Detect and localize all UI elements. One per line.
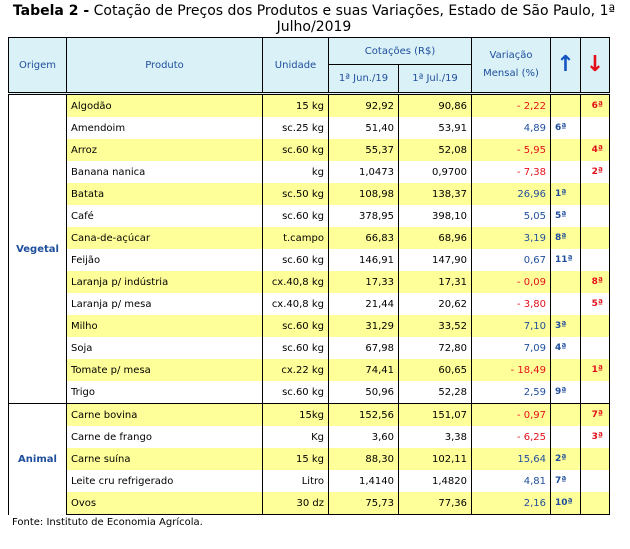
- cotacao-jul-cell: 77,36: [399, 492, 472, 515]
- rank-up-cell: 4ª: [551, 337, 581, 359]
- cotacao-jun-cell: 21,44: [329, 293, 399, 315]
- rank-up-cell: 1ª: [551, 183, 581, 205]
- header-variacao: [472, 38, 551, 94]
- rank-down-cell: [581, 227, 610, 249]
- unidade-cell: cx.40,8 kg: [263, 271, 329, 293]
- table-row: [9, 183, 610, 205]
- rank-down-cell: [581, 448, 610, 470]
- table-row: [9, 117, 610, 139]
- rank-down-cell: 5ª: [581, 293, 610, 315]
- cotacao-jul-cell: 52,28: [399, 381, 472, 404]
- rank-up-cell: 2ª: [551, 448, 581, 470]
- rank-down-cell: [581, 315, 610, 337]
- variacao-cell: 4,89: [472, 117, 551, 139]
- rank-down-cell: 1ª: [581, 359, 610, 381]
- cotacao-jul-cell: 1,4820: [399, 470, 472, 492]
- produto-cell: Carne bovina: [67, 404, 263, 427]
- rank-up-cell: [551, 271, 581, 293]
- produto-cell: Carne de frango: [67, 426, 263, 448]
- unidade-cell: sc.50 kg: [263, 183, 329, 205]
- rank-up-cell: 5ª: [551, 205, 581, 227]
- variacao-cell: 26,96: [472, 183, 551, 205]
- unidade-cell: sc.25 kg: [263, 117, 329, 139]
- source-footer: Fonte: Instituto de Economia Agrícola.: [12, 517, 203, 528]
- table-row: [9, 426, 610, 448]
- rank-down-cell: 7ª: [581, 404, 610, 427]
- rank-up-cell: 3ª: [551, 315, 581, 337]
- rank-down-cell: 3ª: [581, 426, 610, 448]
- cotacao-jun-cell: 1,4140: [329, 470, 399, 492]
- variacao-cell: - 3,80: [472, 293, 551, 315]
- rank-up-cell: [551, 404, 581, 427]
- vegetal-group: [9, 94, 610, 404]
- header-col-jul: 1ª Jul./19: [399, 65, 472, 94]
- header-arrow-down: [581, 38, 610, 94]
- produto-cell: Leite cru refrigerado: [67, 470, 263, 492]
- produto-cell: Feijão: [67, 249, 263, 271]
- table-row: [9, 94, 610, 118]
- produto-cell: Milho: [67, 315, 263, 337]
- produto-cell: Laranja p/ mesa: [67, 293, 263, 315]
- variacao-cell: - 18,49: [472, 359, 551, 381]
- rank-up-cell: [551, 161, 581, 183]
- cotacao-jun-cell: 17,33: [329, 271, 399, 293]
- cotacao-jul-cell: 398,10: [399, 205, 472, 227]
- variacao-cell: - 2,22: [472, 94, 551, 118]
- produto-cell: Carne suína: [67, 448, 263, 470]
- variacao-cell: - 7,38: [472, 161, 551, 183]
- rank-down-cell: 8ª: [581, 271, 610, 293]
- unidade-cell: sc.60 kg: [263, 337, 329, 359]
- cotacao-jul-cell: 90,86: [399, 94, 472, 118]
- variacao-cell: 0,67: [472, 249, 551, 271]
- unidade-cell: sc.60 kg: [263, 139, 329, 161]
- rank-up-cell: 7ª: [551, 470, 581, 492]
- produto-cell: Arroz: [67, 139, 263, 161]
- rank-up-cell: 9ª: [551, 381, 581, 404]
- table-row: [9, 293, 610, 315]
- cotacao-jun-cell: 3,60: [329, 426, 399, 448]
- cotacao-jul-cell: 3,38: [399, 426, 472, 448]
- rank-up-cell: [551, 293, 581, 315]
- cotacao-jul-cell: 17,31: [399, 271, 472, 293]
- header-origem: Origem: [9, 38, 67, 94]
- cotacao-jun-cell: 31,29: [329, 315, 399, 337]
- rank-down-cell: [581, 249, 610, 271]
- rank-down-cell: [581, 183, 610, 205]
- table-row: [9, 492, 610, 515]
- cotacao-jun-cell: 1,0473: [329, 161, 399, 183]
- cotacao-jul-cell: 147,90: [399, 249, 472, 271]
- cotacao-jun-cell: 75,73: [329, 492, 399, 515]
- cotacao-jul-cell: 72,80: [399, 337, 472, 359]
- variacao-cell: 4,81: [472, 470, 551, 492]
- arrow-up-icon: ↑: [556, 52, 575, 77]
- unidade-cell: Litro: [263, 470, 329, 492]
- rank-down-cell: [581, 205, 610, 227]
- variacao-cell: 7,09: [472, 337, 551, 359]
- unidade-cell: 15 kg: [263, 448, 329, 470]
- cotacao-jun-cell: 51,40: [329, 117, 399, 139]
- header-variacao-line1: Variação: [489, 50, 533, 61]
- variacao-cell: 3,19: [472, 227, 551, 249]
- cotacao-jun-cell: 152,56: [329, 404, 399, 427]
- table-row: [9, 271, 610, 293]
- cotacao-jun-cell: 66,83: [329, 227, 399, 249]
- cotacao-jul-cell: 68,96: [399, 227, 472, 249]
- cotacao-jun-cell: 108,98: [329, 183, 399, 205]
- table-row: [9, 470, 610, 492]
- produto-cell: Laranja p/ indústria: [67, 271, 263, 293]
- produto-cell: Cana-de-açúcar: [67, 227, 263, 249]
- unidade-cell: sc.60 kg: [263, 381, 329, 404]
- table-row: [9, 249, 610, 271]
- rank-down-cell: 4ª: [581, 139, 610, 161]
- rank-up-cell: 10ª: [551, 492, 581, 515]
- rank-down-cell: 2ª: [581, 161, 610, 183]
- origin-label: Animal: [9, 404, 67, 515]
- cotacao-jun-cell: 50,96: [329, 381, 399, 404]
- cotacao-jun-cell: 74,41: [329, 359, 399, 381]
- unidade-cell: t.campo: [263, 227, 329, 249]
- variacao-cell: - 6,25: [472, 426, 551, 448]
- produto-cell: Trigo: [67, 381, 263, 404]
- variacao-cell: 5,05: [472, 205, 551, 227]
- rank-up-cell: 6ª: [551, 117, 581, 139]
- cotacao-jul-cell: 138,37: [399, 183, 472, 205]
- table-row: [9, 139, 610, 161]
- unidade-cell: sc.60 kg: [263, 315, 329, 337]
- unidade-cell: kg: [263, 161, 329, 183]
- rank-down-cell: [581, 470, 610, 492]
- cotacao-jul-cell: 151,07: [399, 404, 472, 427]
- produto-cell: Banana nanica: [67, 161, 263, 183]
- rank-down-cell: [581, 381, 610, 404]
- unidade-cell: 30 dz: [263, 492, 329, 515]
- table-row: [9, 381, 610, 404]
- unidade-cell: sc.60 kg: [263, 249, 329, 271]
- rank-up-cell: 8ª: [551, 227, 581, 249]
- table-row: [9, 161, 610, 183]
- produto-cell: Café: [67, 205, 263, 227]
- arrow-down-icon: ↓: [585, 52, 605, 77]
- unidade-cell: 15 kg: [263, 94, 329, 118]
- table-row: [9, 448, 610, 470]
- rank-down-cell: [581, 117, 610, 139]
- header-arrow-up: [551, 38, 581, 94]
- cotacao-jun-cell: 67,98: [329, 337, 399, 359]
- header-unidade: Unidade: [263, 38, 329, 94]
- produto-cell: Ovos: [67, 492, 263, 515]
- cotacao-jun-cell: 378,95: [329, 205, 399, 227]
- table-title: [8, 3, 620, 35]
- produto-cell: Batata: [67, 183, 263, 205]
- cotacao-jul-cell: 20,62: [399, 293, 472, 315]
- unidade-cell: cx.22 kg: [263, 359, 329, 381]
- header-col-jun: 1ª Jun./19: [329, 65, 399, 94]
- variacao-cell: - 0,97: [472, 404, 551, 427]
- cotacao-jul-cell: 53,91: [399, 117, 472, 139]
- cotacao-jun-cell: 55,37: [329, 139, 399, 161]
- variacao-cell: - 5,95: [472, 139, 551, 161]
- rank-down-cell: 6ª: [581, 94, 610, 118]
- variacao-cell: 2,59: [472, 381, 551, 404]
- table-row: [9, 227, 610, 249]
- rank-up-cell: [551, 94, 581, 118]
- unidade-cell: Kg: [263, 426, 329, 448]
- animal-group: [9, 404, 610, 515]
- cotacao-jun-cell: 146,91: [329, 249, 399, 271]
- origin-label: Vegetal: [9, 94, 67, 404]
- rank-up-cell: [551, 426, 581, 448]
- produto-cell: Soja: [67, 337, 263, 359]
- table-row: [9, 359, 610, 381]
- variacao-cell: 15,64: [472, 448, 551, 470]
- table-row: [9, 205, 610, 227]
- cotacao-jul-cell: 60,65: [399, 359, 472, 381]
- cotacao-jul-cell: 52,08: [399, 139, 472, 161]
- variacao-cell: 2,16: [472, 492, 551, 515]
- cotacao-jul-cell: 102,11: [399, 448, 472, 470]
- header-cotacoes: Cotações (R$): [329, 38, 472, 65]
- rank-down-cell: [581, 492, 610, 515]
- unidade-cell: sc.60 kg: [263, 205, 329, 227]
- unidade-cell: 15kg: [263, 404, 329, 427]
- cotacao-jun-cell: 88,30: [329, 448, 399, 470]
- table-row: [9, 404, 610, 427]
- rank-up-cell: 11ª: [551, 249, 581, 271]
- cotacao-jul-cell: 0,9700: [399, 161, 472, 183]
- variacao-cell: 7,10: [472, 315, 551, 337]
- table-title-lead: Tabela 2 -: [12, 3, 90, 19]
- produto-cell: Tomate p/ mesa: [67, 359, 263, 381]
- price-table: [8, 37, 610, 515]
- cotacao-jul-cell: 33,52: [399, 315, 472, 337]
- table-row: [9, 337, 610, 359]
- produto-cell: Amendoim: [67, 117, 263, 139]
- table-title-text: Cotação de Preços dos Produtos e suas Variações, Estado de São Paulo, 1ª Julho/2019: [93, 3, 616, 35]
- table-row: [9, 315, 610, 337]
- produto-cell: Algodão: [67, 94, 263, 118]
- cotacao-jun-cell: 92,92: [329, 94, 399, 118]
- rank-down-cell: [581, 337, 610, 359]
- header-produto: Produto: [67, 38, 263, 94]
- rank-up-cell: [551, 139, 581, 161]
- unidade-cell: cx.40,8 kg: [263, 293, 329, 315]
- rank-up-cell: [551, 359, 581, 381]
- header-variacao-line2: Mensal (%): [483, 68, 539, 79]
- variacao-cell: - 0,09: [472, 271, 551, 293]
